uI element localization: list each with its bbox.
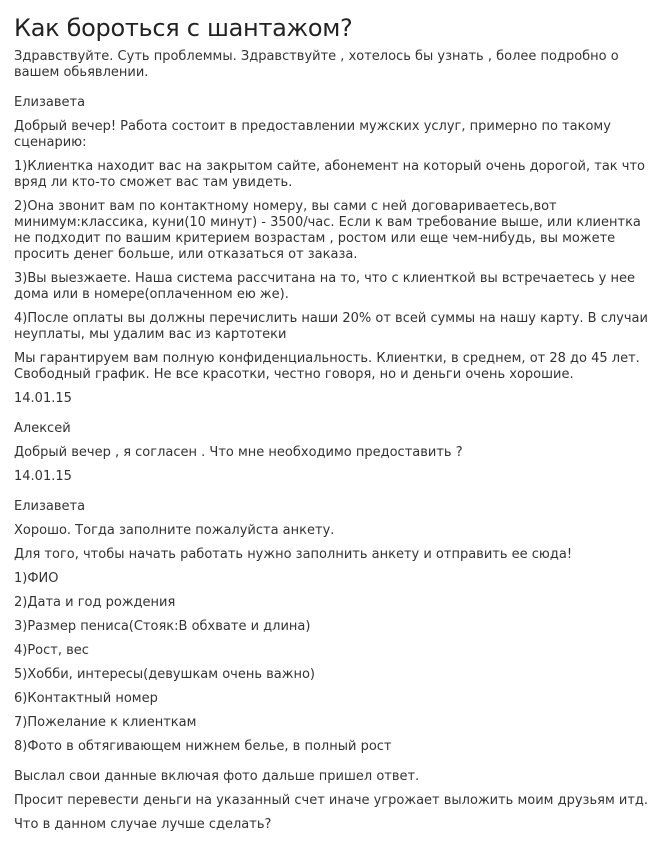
message-paragraph: Хорошо. Тогда заполните пожалуйста анкету.: [14, 523, 335, 538]
message-body: [14, 119, 650, 383]
message-author: Елизавета: [14, 95, 86, 110]
message-author: Алексей: [14, 421, 71, 436]
message-paragraph: Добрый вечер , я согласен . Что мне необходимо предоставить ?: [14, 445, 463, 460]
form-item: 7)Пожелание к клиенткам: [14, 715, 197, 730]
message-paragraph: Мы гарантируем вам полную конфиденциальность. Клиентки, в среднем, от 28 до 45 лет. Свободный график. Не все красотки, честно говоря, но и деньги очень хорошие.: [14, 351, 640, 382]
question-text: Что в данном случае лучше сделать?: [14, 817, 272, 832]
page-title: Как бороться с шантажом?: [14, 14, 353, 42]
form-item: 3)Размер пениса(Стояк:В обхвате и длина): [14, 619, 311, 634]
message-paragraph: 2)Она звонит вам по контактному номеру, вы сами с ней договариваетесь,вот минимум:классика, куни(10 минут) - 3500/час. Если к вам требование выше, или клиентка не подходит по вашим критерием возрастам , ростом или еще чем-нибудь, вы можете просить денег больше, или отказаться от заказа.: [14, 199, 641, 262]
outro-text: Выслал свои данные включая фото дальше пришел ответ.: [14, 769, 420, 784]
message-date: 14.01.15: [14, 391, 72, 406]
form-item: 8)Фото в обтягивающем нижнем белье, в полный рост: [14, 739, 392, 754]
message-paragraph: 4)После оплаты вы должны перечислить наши 20% от всей суммы на нашу карту. В случаи неуплаты, мы удалим вас из картотеки: [14, 311, 648, 342]
form-item: 1)ФИО: [14, 571, 59, 586]
intro-text: Здравствуйте. Суть проблеммы. Здравствуйте , хотелось бы узнать , более подробно о вашем обьявлении.: [14, 49, 619, 80]
message-paragraph: Для того, чтобы начать работать нужно заполнить анкету и отправить ее сюда!: [14, 547, 573, 562]
form-item: 5)Хобби, интересы(девушкам очень важно): [14, 667, 315, 682]
message-date: 14.01.15: [14, 469, 72, 484]
message-paragraph: 1)Клиентка находит вас на закрытом сайте, абонемент на который очень дорогой, так что вряд ли кто-то сможет вас там увидеть.: [14, 159, 645, 190]
message-paragraph: 3)Вы выезжаете. Наша система рассчитана на то, что с клиенткой вы встречаетесь у нее дома или в номере(оплаченном ею же).: [14, 271, 635, 302]
message-paragraph: Добрый вечер! Работа состоит в предоставлении мужских услуг, примерно по такому сценарию:: [14, 119, 611, 150]
form-item: 2)Дата и год рождения: [14, 595, 176, 610]
form-item: 4)Рост, вес: [14, 643, 89, 658]
message-body: [14, 523, 650, 755]
outro-text: Просит перевести деньги на указанный счет иначе угрожает выложить моим друзьям итд.: [14, 793, 649, 808]
message-author: Елизавета: [14, 499, 86, 514]
form-item: 6)Контактный номер: [14, 691, 158, 706]
